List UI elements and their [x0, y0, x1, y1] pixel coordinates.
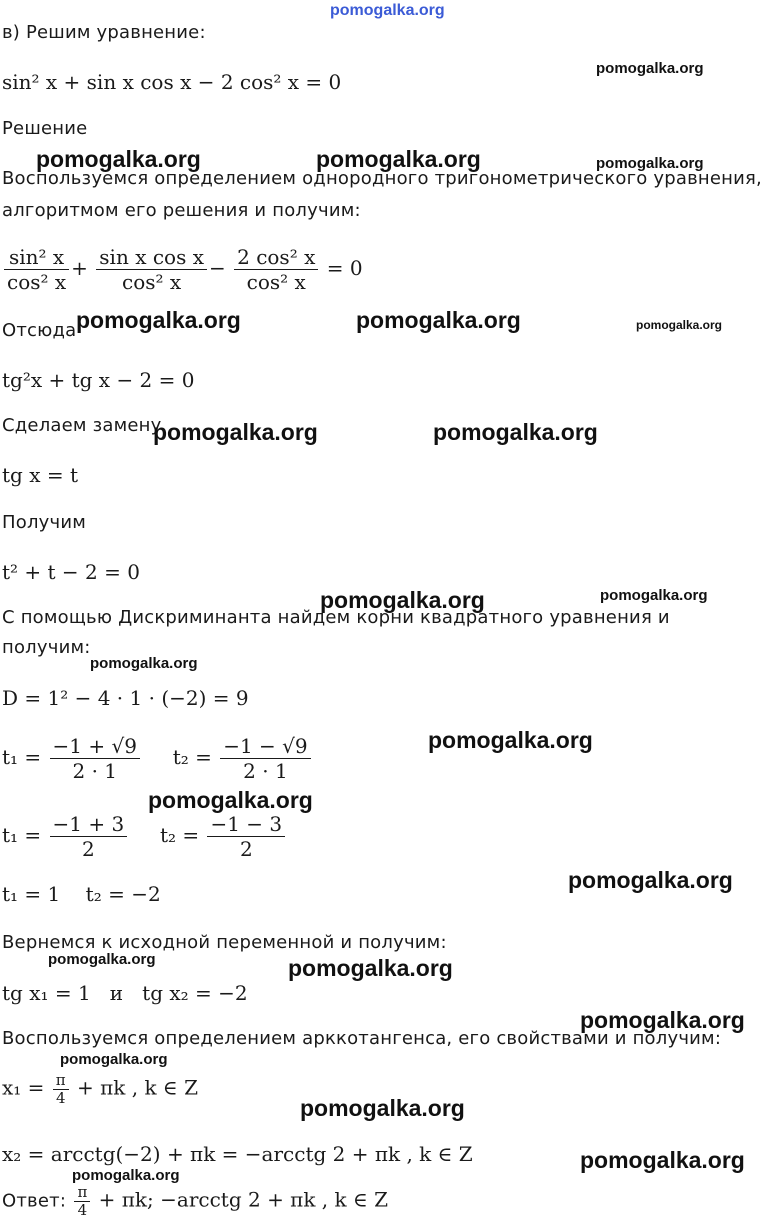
- fraction-rhs: = 0: [326, 256, 363, 280]
- answer-fraction: [74, 1184, 90, 1218]
- x1-fraction: [53, 1072, 69, 1106]
- discriminant-line-2: получим:: [2, 637, 91, 658]
- zamena-label: Сделаем замену: [2, 415, 162, 436]
- fraction-1: [4, 245, 69, 294]
- watermark: pomogalka.org: [76, 307, 241, 333]
- t1-num: −1 + √9: [50, 734, 140, 759]
- watermark: pomogalka.org: [596, 155, 704, 172]
- x1-equation: [2, 1072, 198, 1106]
- watermark: pomogalka.org: [596, 60, 704, 77]
- watermark: pomogalka.org: [356, 307, 521, 333]
- arcctg-line: Воспользуемся определением арккотангенса, его свойствами и получим:: [2, 1028, 722, 1049]
- watermark: pomogalka.org: [72, 1167, 180, 1184]
- solution-label: Решение: [2, 118, 88, 139]
- t2s-label: t₂ =: [159, 823, 200, 847]
- answer-rest: + πk; −arcctg 2 + πk , k ∈ Z: [98, 1187, 389, 1212]
- t1-fraction: [50, 734, 140, 783]
- fraction-3: [234, 245, 318, 294]
- watermark: pomogalka.org: [600, 587, 708, 604]
- discriminant-equation: D = 1² − 4 · 1 · (−2) = 9: [2, 686, 249, 710]
- equation-main: sin² x + sin x cos x − 2 cos² x = 0: [2, 70, 342, 94]
- fraction-3-den: cos² x: [246, 270, 306, 294]
- t1-label: t₁ =: [2, 745, 42, 769]
- watermark: pomogalka.org: [636, 318, 723, 332]
- watermark: pomogalka.org: [428, 727, 593, 753]
- watermark: pomogalka.org: [316, 146, 481, 172]
- watermark: pomogalka.org: [568, 867, 733, 893]
- watermark: pomogalka.org: [580, 1007, 745, 1033]
- fraction-2-num: sin x cos x: [96, 245, 207, 270]
- watermark: pomogalka.org: [90, 655, 198, 672]
- roots-simplified: [2, 812, 287, 861]
- roots-final: t₁ = 1 t₂ = −2: [2, 882, 161, 906]
- x2-equation: x₂ = arcctg(−2) + πk = −arcctg 2 + πk , k ∈ Z: [2, 1142, 473, 1166]
- x1-den: 4: [55, 1088, 66, 1107]
- watermark: pomogalka.org: [580, 1147, 745, 1173]
- fraction-2-den: cos² x: [122, 270, 182, 294]
- watermark-top[interactable]: pomogalka.org: [330, 2, 445, 19]
- discriminant-line-1: С помощью Дискриминанта найдем корни квадратного уравнения и: [2, 607, 670, 628]
- watermark: pomogalka.org: [60, 1051, 168, 1068]
- x1-rest: + πk , k ∈ Z: [77, 1075, 198, 1100]
- heading: в) Решим уравнение:: [2, 22, 206, 43]
- fraction-2: [96, 245, 207, 294]
- t2-num: −1 − √9: [220, 734, 310, 759]
- return-line: Вернемся к исходной переменной и получим:: [2, 932, 447, 953]
- t1-den: 2 · 1: [72, 759, 118, 783]
- fraction-3-num: 2 cos² x: [234, 245, 318, 270]
- fraction-1-den: cos² x: [7, 270, 67, 294]
- watermark: pomogalka.org: [433, 419, 598, 445]
- t1s-den: 2: [82, 837, 95, 861]
- t1s-label: t₁ =: [2, 823, 42, 847]
- roots-formula: [2, 734, 313, 783]
- answer-num: π: [74, 1184, 90, 1202]
- answer-den: 4: [77, 1200, 88, 1219]
- x1-num: π: [53, 1072, 69, 1090]
- t2-label: t₂ =: [172, 745, 212, 769]
- t2-den: 2 · 1: [243, 759, 288, 783]
- watermark: pomogalka.org: [36, 146, 201, 172]
- t2-fraction: [220, 734, 310, 783]
- return-equation: tg x₁ = 1 и tg x₂ = −2: [2, 981, 248, 1005]
- poluchim-label: Получим: [2, 512, 87, 533]
- zamena-equation: tg x = t: [2, 463, 78, 487]
- fraction-1-num: sin² x: [4, 245, 69, 270]
- t2s-fraction: [207, 812, 285, 861]
- fraction-equation: $\frac{\text{sin² x}}{\text{cos² x}}$ + $\frac{\text{sin x cos x}}{\text{cos² x}}$ − $\frac{\text{2 cos² x}}{\text{cos² x}}$ = 0: [2, 245, 363, 294]
- t1s-num: −1 + 3: [50, 812, 128, 837]
- watermark: pomogalka.org: [48, 951, 156, 968]
- otsyuda-label: Отсюда: [2, 320, 77, 341]
- x1-label: x₁ =: [2, 1075, 45, 1100]
- tg-equation: tg²x + tg x − 2 = 0: [2, 368, 195, 392]
- t2s-num: −1 − 3: [207, 812, 285, 837]
- answer-label: Ответ:: [2, 1190, 67, 1212]
- intro-line-2: алгоритмом его решения и получим:: [2, 200, 361, 221]
- watermark: pomogalka.org: [320, 587, 485, 613]
- watermark: pomogalka.org: [300, 1095, 465, 1121]
- t1s-fraction: [50, 812, 128, 861]
- t2s-den: 2: [239, 837, 253, 861]
- watermark: pomogalka.org: [288, 955, 453, 981]
- quadratic-equation: t² + t − 2 = 0: [2, 560, 140, 584]
- watermark: pomogalka.org: [153, 419, 318, 445]
- answer-line: [2, 1184, 388, 1218]
- intro-line-1: Воспользуемся определением однородного тригонометрического уравнения,: [2, 168, 762, 189]
- watermark: pomogalka.org: [148, 787, 313, 813]
